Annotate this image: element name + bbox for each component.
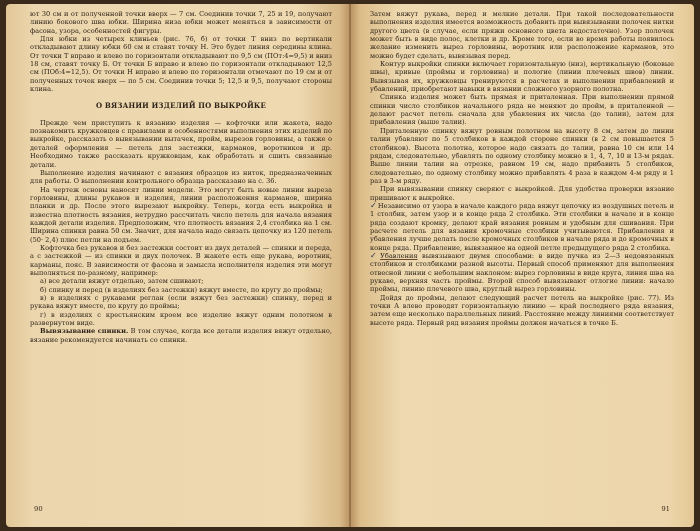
book-spine <box>349 4 351 527</box>
right-para-6 <box>370 202 674 252</box>
left-para-5: На чертеж основы наносят линии модели. Это могут быть новые линии выреза горловины, длины рукавов и изделия, линии расположения карманов, ширина планки и др. После этого вырезают выкройку. Теперь, когда есть выкройка и известна плотность вязания, нетрудно рассчитать число петель для начала вязания каждой детали изделия. Предположим, что плотность вязания 2,4 столбика на 1 см. Ширина спинки равна 50 см. Значит, для начала надо связать цепочку из 120 петель (50· 2,4) плюс петли на подъем. <box>30 185 332 244</box>
right-para-3: Спинка изделия может быть прямая и приталенная. При выполнении прямой спинки число столбиков начального ряда не меняют до пройм, в приталенной — делают расчет петель сначала для убавления их числа (до талии), затем для прибавления (выше талии). <box>370 93 674 127</box>
book-spread <box>6 4 694 527</box>
underlined-term: Убавления <box>380 251 418 260</box>
left-para-6: Кофточка без рукавов и без застежки состоит из двух деталей — спинки и переда, а с застежкой — из спинки и двух полочек. В жакете есть еще рукава, воротник, карманы, пояс. В зависимости от фасона и замысла исполнителя изделия эти могут выполняться по-разному, например: <box>30 243 332 277</box>
page-number-right: 91 <box>661 504 670 513</box>
right-para-4: Приталенную спинку вяжут ровным полотном на высоту 8 см, затем до линии талии убавляют по 5 столбиков в каждой стороне спинки (в 2 см повышается 5 столбиков). Высота полотна, которое надо связать до талии, равна 10 см или 14 рядам, следовательно, убавлять по одному столбику можно в 1, 4, 7, 10 и 13-м рядах. Выше линии талии на отрезке, равном 19 см, надо прибавить 5 столбиков, следовательно, по одному столбику можно прибавлять 4 раза в каждом 4-м ряду и 1 раз в 3-м ряду. <box>370 126 674 185</box>
list-item-v: в) в изделиях с рукавами реглан (если вяжут без застежки) спинку, перед и рукава вяжут вместе, по кругу до проймы; <box>30 294 332 311</box>
runin-label: Вывязывание спинки. <box>40 327 129 336</box>
right-para-5: При вывязывании спинку сверяют с выкройкой. Для удобства проверки вязание пришивают к выкройке. <box>370 185 674 202</box>
left-para-3: Прежде чем приступить к вязанию изделия — кофточки или жакета, надо познакомить кружковцев с правилами и особенностями выполнения этих изделий по выкройке, рассказать о вывязывании вытачек, пройм, вырезов горловины, а также о деталей оформления — петель для застежки, карманов, воротников и др. Необходимо также рассказать кружковцам, как обработать и сшить связанные детали. <box>30 118 332 169</box>
left-para-1: ют 30 см и от полученной точки вверх — 7 см. Соединив точки 7, 25 и 19, получают линию бокового шва юбки. Ширина низа юбки может меняться в зависимости от фасона, узора, особенностей фигуры. <box>30 10 332 35</box>
pen-check-mark: ✓ <box>370 200 377 210</box>
right-page <box>350 4 694 527</box>
right-para-7-text: вывязывают двумя способами: в виде пучка из 2—3 недовязанных столбиков и столбиками разной высоты. Первый способ применяют для выполнения отвесной линии с небольшим наклоном: вырез горловины в виде круга, линия шва на рукаве, верхняя часть проймы. Второй способ вывязывают отлогие линии: начало проймы, линию плечевого шва, круглый вырез горловины. <box>370 251 674 294</box>
right-para-6-text: Независимо от узора в начале каждого ряда вяжут цепочку из воздушных петель и 1 столбик, затем узор и в конце ряда 2 столбика. Эти столбики в начале и в конце ряда создают кромку, делают край вязания ровным и удобным для сшивания. При расчете петель для вязания кромочные столбики учитываются. Прибавления и убавления лучше делать после кромочных столбиков в начале ряда и до кромочных в конце ряда. Прибавление, вывязанное на одной петле предыдущего ряда 2 столбика. <box>370 201 674 252</box>
left-para-2: Для юбки из четырех клиньев (рис. 76, б) от точки Т вниз по вертикали откладывают длину юбки 60 см и ставят точку Н. Это будет линия середины клина. От точки Т вправо и влево по горизонтали откладывают по 9,5 см (ПОт:4=9,5) и вниз 18 см, ставят точку Б. От точки Б вправо и влево по горизонтали откладывают 12,5 см (ПОб:4=12,5). От точки Н вправо и влево по горизонтали отмечают по 19 см и от полученных точек вверх — по 5 см. Соединив точки 5; 12,5 и 9,5, получают стороны клина. <box>30 35 332 94</box>
right-para-7 <box>370 252 674 294</box>
pen-check-mark-2: ✓ <box>370 250 380 260</box>
list-item-a: а) все детали вяжут отдельно, затем сшивают; <box>40 277 204 286</box>
right-para-8: Дойдя до проймы, делают следующий расчет петель на выкройке (рис. 77). Из точки А влево проводят горизонтальную линию — край последнего ряда вязания, затем еще несколько параллельных линий. Расстояние между линиями соответствует высоте ряда. Первый ряд вязания проймы должен начаться в точке Б. <box>370 293 674 327</box>
runin-text: В том случае, когда все детали изделия вяжут отдельно, вязание рекомендуется начинать со спинки. <box>30 327 332 344</box>
list-item-g: г) в изделиях с крестьянским кроем все изделие вяжут одним полотном в развернутом виде. <box>30 310 332 328</box>
left-para-runin <box>30 327 332 344</box>
right-para-1: Затем вяжут рукава, перед и мелкие детали. При такой последовательности выполнения изделия имеется возможность добавить при вывязывании полочек нитки другого цвета (в случае, если пряжи основного цвета недостаточно). Узор полочек может быть в виде полос, клетки и др. Кроме того, если во время работы появилось желание изменить вырез горловины, воротник или расположение карманов, это можно будет сделать, вывязывая перед. <box>370 10 674 60</box>
section-heading: О ВЯЗАНИИ ИЗДЕЛИЙ ПО ВЫКРОЙКЕ <box>95 101 267 111</box>
list-item-b: б) спинку и перед (в изделиях без застежки) вяжут вместе, по кругу до проймы; <box>40 285 323 294</box>
left-para-4: Выполнение изделия начинают с вязания образцов из ниток, предназначенных для работы. О выполнении контрольного образца рассказано на с. 36. <box>30 168 332 186</box>
page-number-left: 90 <box>34 504 43 513</box>
right-para-2: Контур выкройки спинки включает горизонтальную (низ), вертикальную (боковые швы), кривые (проймы и горловина) и пологие (линии плечевых швов) линии. Вывязывая их, кружковцы тренируются в расчетах и выполнении прибавлений и убавлений, приобретают навыки в вязании сложного узорного полотна. <box>370 60 674 94</box>
left-page <box>6 4 350 527</box>
